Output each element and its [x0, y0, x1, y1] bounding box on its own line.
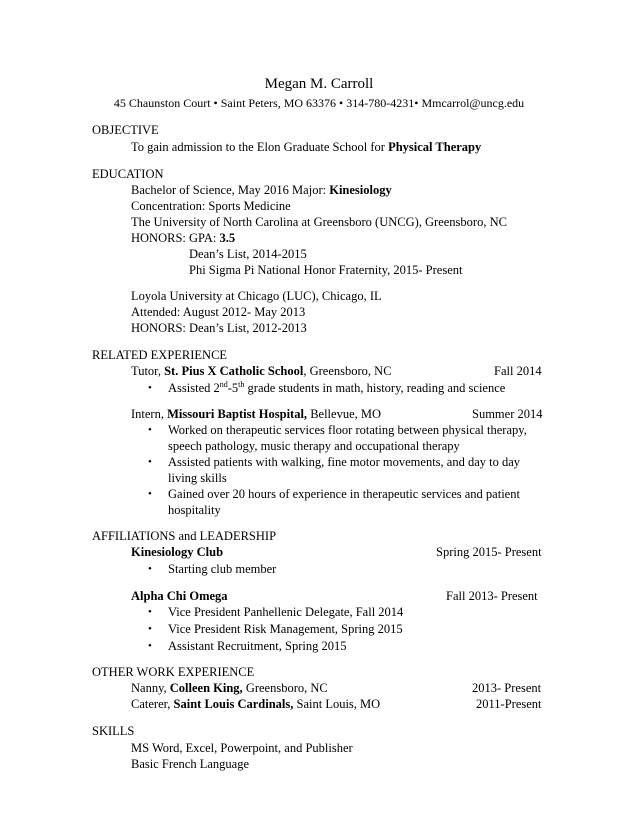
school2-line: Loyola University at Chicago (LUC), Chicago, IL — [131, 289, 382, 303]
job-tutor-bullet: Assisted 2nd-5th grade students in math, history, reading and science — [168, 379, 506, 395]
degree-line: Bachelor of Science, May 2016 Major: Kinesiology — [131, 183, 392, 197]
bullet-glyph: • — [148, 382, 152, 394]
job-intern-bullet-2a: Assisted patients with walking, fine motor movements, and day to day — [168, 455, 521, 469]
job-intern-bullet-1a: Worked on therapeutic services floor rotating between physical therapy, — [168, 423, 527, 437]
bullet-glyph: • — [148, 640, 152, 652]
job-intern-line: Intern, Missouri Baptist Hospital, Bellevue, MO — [131, 407, 382, 421]
applicant-name: Megan M. Carroll — [264, 76, 374, 92]
related-heading: RELATED EXPERIENCE — [92, 348, 228, 362]
objective-text: To gain admission to the Elon Graduate School for Physical Therapy — [131, 140, 482, 154]
org-acho-bullet-2: Vice President Risk Management, Spring 2015 — [168, 622, 403, 636]
contact-line: 45 Chaunston Court • Saint Peters, MO 63376 • 314-780-4231• Mmcarrol@uncg.edu — [113, 96, 525, 110]
bullet-glyph: • — [148, 623, 152, 635]
bullet-glyph: • — [148, 563, 152, 575]
objective-heading: OBJECTIVE — [92, 123, 159, 137]
skill-line-1: MS Word, Excel, Powerpoint, and Publisher — [131, 741, 353, 755]
affiliations-heading: AFFILIATIONS and LEADERSHIP — [92, 529, 277, 543]
org-alpha-chi-omega-date: Fall 2013- Present — [446, 589, 538, 603]
skill-line-2: Basic French Language — [131, 757, 250, 771]
job-nanny-date: 2013- Present — [472, 681, 542, 695]
bullet-glyph: • — [148, 606, 152, 618]
school-line: The University of North Carolina at Greensboro (UNCG), Greensboro, NC — [131, 215, 507, 229]
job-tutor-date: Fall 2014 — [494, 364, 542, 378]
bullet-glyph: • — [148, 488, 152, 500]
bullet-glyph: • — [148, 424, 152, 436]
other-work-heading: OTHER WORK EXPERIENCE — [92, 665, 255, 679]
org-kinesiology-date: Spring 2015- Present — [436, 545, 542, 559]
honor-deans-list: Dean’s List, 2014-2015 — [189, 247, 307, 261]
skills-heading: SKILLS — [92, 724, 135, 738]
job-intern-date: Summer 2014 — [472, 407, 543, 421]
job-nanny-line: Nanny, Colleen King, Greensboro, NC — [131, 681, 328, 695]
attended-line: Attended: August 2012- May 2013 — [131, 305, 306, 319]
concentration-line: Concentration: Sports Medicine — [131, 199, 291, 213]
honors2-line: HONORS: Dean’s List, 2012-2013 — [131, 321, 307, 335]
honor-phi-sigma-pi: Phi Sigma Pi National Honor Fraternity, 2015- Present — [189, 263, 463, 277]
job-intern-bullet-1b: speech pathology, music therapy and occupational therapy — [168, 439, 460, 453]
bullet-glyph: • — [148, 456, 152, 468]
org-alpha-chi-omega: Alpha Chi Omega — [131, 589, 228, 603]
org-acho-bullet-1: Vice President Panhellenic Delegate, Fall 2014 — [168, 605, 404, 619]
gpa-line: HONORS: GPA: 3.5 — [131, 231, 236, 245]
org-kinesiology-bullet: Starting club member — [168, 562, 277, 576]
job-intern-bullet-3a: Gained over 20 hours of experience in therapeutic services and patient — [168, 487, 520, 501]
org-acho-bullet-3: Assistant Recruitment, Spring 2015 — [168, 639, 347, 653]
job-intern-bullet-3b: hospitality — [168, 503, 221, 517]
job-caterer-line: Caterer, Saint Louis Cardinals, Saint Louis, MO — [131, 697, 381, 711]
education-heading: EDUCATION — [92, 167, 164, 181]
job-caterer-date: 2011-Present — [476, 697, 542, 711]
job-tutor-line: Tutor, St. Pius X Catholic School, Greensboro, NC — [131, 364, 392, 378]
org-kinesiology-club: Kinesiology Club — [131, 545, 224, 559]
job-intern-bullet-2b: living skills — [168, 471, 227, 485]
